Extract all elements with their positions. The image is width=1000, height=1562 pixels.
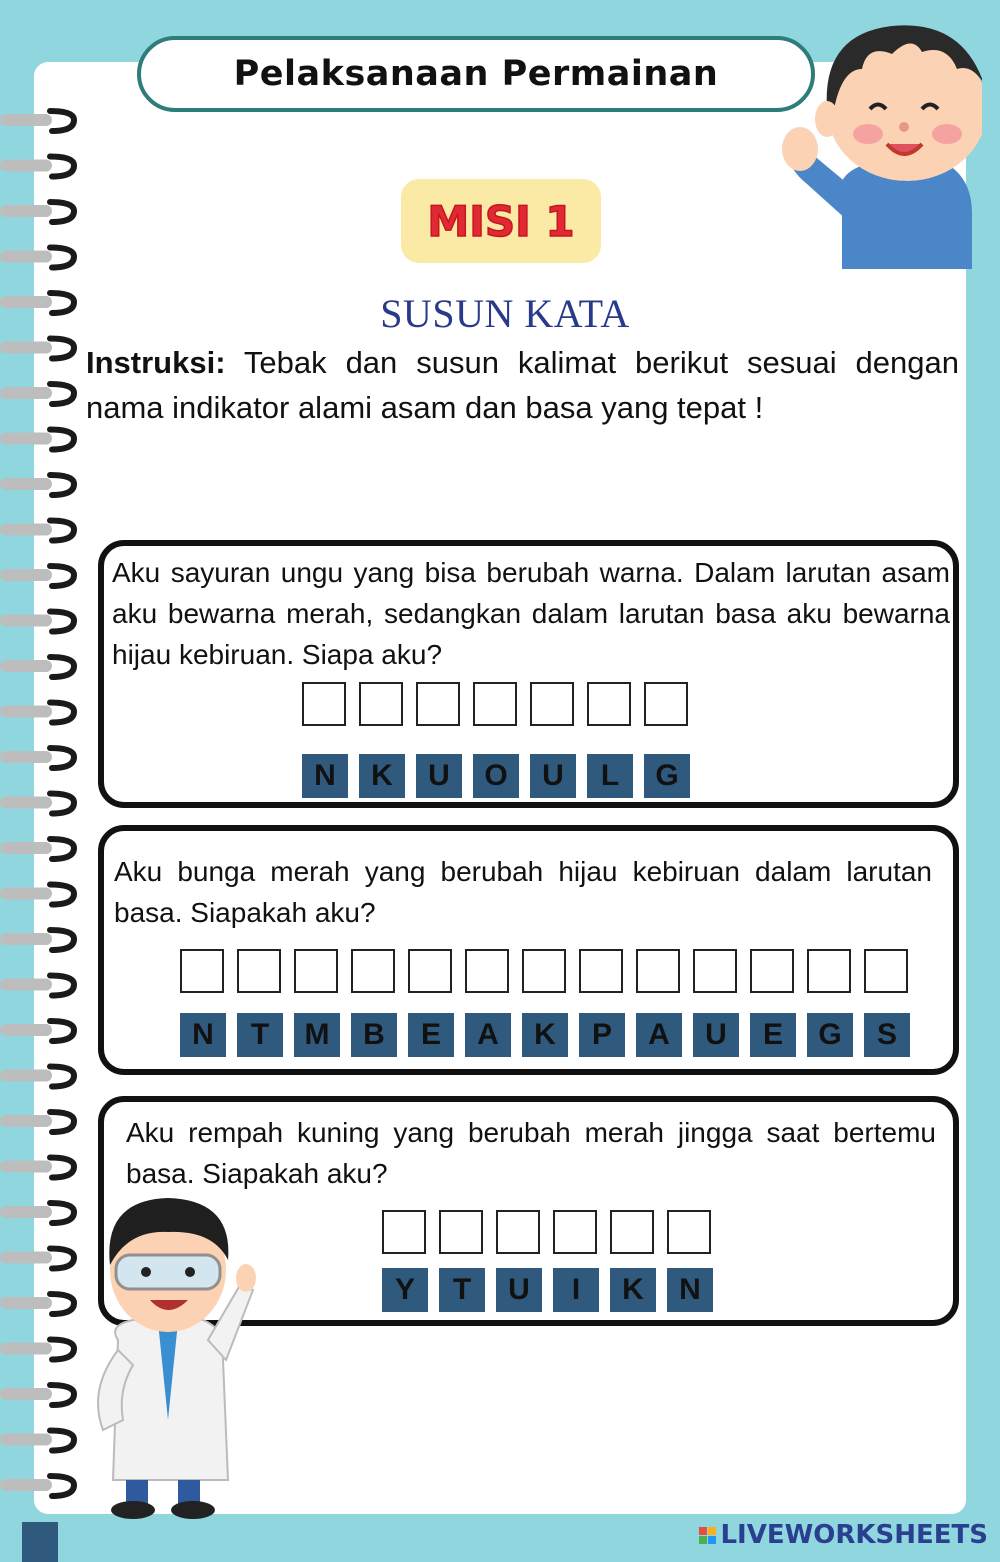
- instruction-body: Tebak dan susun kalimat berikut sesuai dengan nama indikator alami asam dan basa yang tepat !: [86, 345, 959, 425]
- instruction-text: [86, 340, 959, 430]
- letter-tile[interactable]: U: [693, 1013, 739, 1057]
- binder-ring: [0, 475, 74, 495]
- answer-box[interactable]: [180, 949, 224, 993]
- answer-box[interactable]: [587, 682, 631, 726]
- answer-box[interactable]: [359, 682, 403, 726]
- waving-boy-illustration: [772, 14, 982, 269]
- answer-box[interactable]: [750, 949, 794, 993]
- binder-ring: [0, 703, 74, 723]
- page-title: Pelaksanaan Permainan: [137, 36, 815, 112]
- answer-box[interactable]: [473, 682, 517, 726]
- letter-tile[interactable]: E: [750, 1013, 796, 1057]
- answer-boxes: [302, 682, 701, 726]
- letter-tile[interactable]: K: [359, 754, 405, 798]
- answer-box[interactable]: [522, 949, 566, 993]
- binder-ring: [0, 111, 74, 131]
- binder-ring: [0, 839, 74, 859]
- liveworksheets-logo: [699, 1520, 988, 1550]
- letter-tile[interactable]: A: [465, 1013, 511, 1057]
- scientist-illustration: [78, 1190, 258, 1520]
- letter-tile[interactable]: P: [579, 1013, 625, 1057]
- letter-tile[interactable]: L: [587, 754, 633, 798]
- binder-ring: [0, 657, 74, 677]
- binder-ring: [0, 430, 74, 450]
- binder-ring: [0, 612, 74, 632]
- question-card-2: [98, 825, 959, 1075]
- answer-box[interactable]: [636, 949, 680, 993]
- answer-boxes: [382, 1210, 724, 1254]
- answer-box[interactable]: [644, 682, 688, 726]
- letter-tile[interactable]: Y: [382, 1268, 428, 1312]
- letter-tile[interactable]: B: [351, 1013, 397, 1057]
- logo-text: LIVEWORKSHEETS: [720, 1520, 988, 1550]
- binder-ring: [0, 1158, 74, 1178]
- binder-ring: [0, 1431, 74, 1451]
- letter-tile[interactable]: A: [636, 1013, 682, 1057]
- binder-ring: [0, 1203, 74, 1223]
- logo-mark-icon: [699, 1527, 716, 1544]
- binder-ring: [0, 157, 74, 177]
- letter-tile[interactable]: S: [864, 1013, 910, 1057]
- binder-ring: [0, 521, 74, 541]
- answer-box[interactable]: [610, 1210, 654, 1254]
- question-text: Aku sayuran ungu yang bisa berubah warna. Dalam larutan asam aku bewarna merah, sedangkan dalam larutan basa aku bewarna hijau kebiruan. Siapa aku?: [112, 557, 950, 670]
- letter-tile[interactable]: O: [473, 754, 519, 798]
- spiral-binding: [0, 100, 80, 1500]
- mission-badge: MISI 1: [401, 179, 601, 263]
- binder-ring: [0, 748, 74, 768]
- answer-box[interactable]: [294, 949, 338, 993]
- binder-ring: [0, 930, 74, 950]
- binder-ring: [0, 248, 74, 268]
- answer-box[interactable]: [693, 949, 737, 993]
- answer-box[interactable]: [465, 949, 509, 993]
- binder-ring: [0, 885, 74, 905]
- answer-box[interactable]: [439, 1210, 483, 1254]
- binder-ring: [0, 339, 74, 359]
- binder-ring: [0, 976, 74, 996]
- letter-tile[interactable]: N: [302, 754, 348, 798]
- answer-box[interactable]: [553, 1210, 597, 1254]
- answer-boxes: [180, 949, 921, 993]
- question-text: Aku bunga merah yang berubah hijau kebiruan dalam larutan basa. Siapakah aku?: [114, 856, 932, 928]
- letter-tiles: [302, 754, 701, 798]
- letter-tile[interactable]: E: [408, 1013, 454, 1057]
- answer-box[interactable]: [382, 1210, 426, 1254]
- letter-tile[interactable]: T: [439, 1268, 485, 1312]
- answer-box[interactable]: [351, 949, 395, 993]
- binder-ring: [0, 566, 74, 586]
- answer-box[interactable]: [416, 682, 460, 726]
- letter-tiles: [180, 1013, 921, 1057]
- binder-ring: [0, 1476, 74, 1496]
- answer-box[interactable]: [667, 1210, 711, 1254]
- letter-tile[interactable]: G: [807, 1013, 853, 1057]
- answer-box[interactable]: [496, 1210, 540, 1254]
- activity-title: SUSUN KATA: [380, 291, 630, 336]
- binder-ring: [0, 202, 74, 222]
- letter-tile[interactable]: U: [416, 754, 462, 798]
- corner-block: [22, 1522, 58, 1562]
- answer-box[interactable]: [579, 949, 623, 993]
- answer-box[interactable]: [864, 949, 908, 993]
- answer-box[interactable]: [807, 949, 851, 993]
- answer-box[interactable]: [408, 949, 452, 993]
- letter-tile[interactable]: K: [522, 1013, 568, 1057]
- answer-box[interactable]: [237, 949, 281, 993]
- letter-tile[interactable]: U: [530, 754, 576, 798]
- binder-ring: [0, 1385, 74, 1405]
- binder-ring: [0, 1112, 74, 1132]
- binder-ring: [0, 384, 74, 404]
- question-card-1: [98, 540, 959, 808]
- binder-ring: [0, 1249, 74, 1269]
- letter-tiles: [382, 1268, 724, 1312]
- binder-ring: [0, 1294, 74, 1314]
- instruction-label: Instruksi:: [86, 345, 226, 380]
- letter-tile[interactable]: N: [180, 1013, 226, 1057]
- letter-tile[interactable]: T: [237, 1013, 283, 1057]
- binder-ring: [0, 1340, 74, 1360]
- binder-ring: [0, 1021, 74, 1041]
- letter-tile[interactable]: M: [294, 1013, 340, 1057]
- answer-box[interactable]: [302, 682, 346, 726]
- letter-tile[interactable]: N: [667, 1268, 713, 1312]
- binder-ring: [0, 293, 74, 313]
- binder-ring: [0, 794, 74, 814]
- letter-tile[interactable]: I: [553, 1268, 599, 1312]
- letter-tile[interactable]: U: [496, 1268, 542, 1312]
- answer-box[interactable]: [530, 682, 574, 726]
- binder-ring: [0, 1067, 74, 1087]
- letter-tile[interactable]: K: [610, 1268, 656, 1312]
- question-text: Aku rempah kuning yang berubah merah jingga saat bertemu basa. Siapakah aku?: [126, 1117, 936, 1189]
- letter-tile[interactable]: G: [644, 754, 690, 798]
